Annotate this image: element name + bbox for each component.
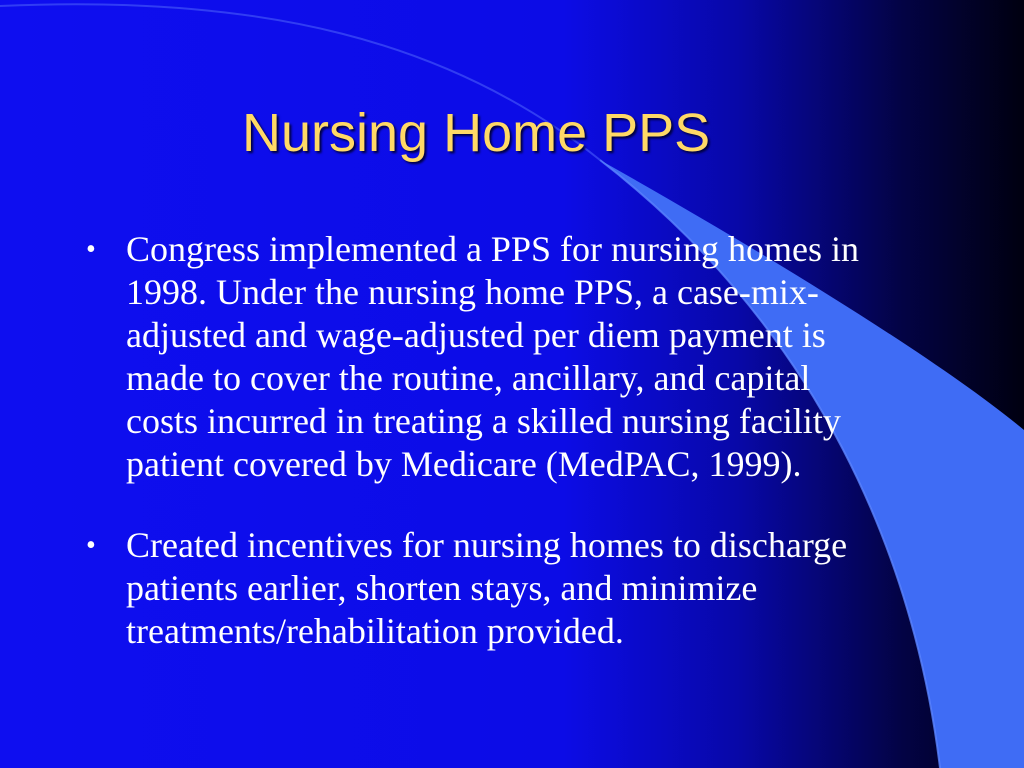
bullet-text-line: treatments/rehabilitation provided. bbox=[126, 611, 624, 651]
slide-title: Nursing Home PPS bbox=[242, 103, 711, 163]
bullet-text-line: costs incurred in treating a skilled nursing facility bbox=[126, 401, 841, 441]
bullet-item bbox=[86, 524, 966, 653]
bullet-icon: • bbox=[86, 530, 96, 561]
bullet-text-line: made to cover the routine, ancillary, and capital bbox=[126, 358, 811, 398]
bullet-text-line: Created incentives for nursing homes to discharge bbox=[126, 525, 848, 565]
bullet-text-line: patient covered by Medicare (MedPAC, 1999). bbox=[126, 444, 802, 484]
bullet-text-line: Congress implemented a PPS for nursing homes in bbox=[126, 229, 859, 269]
bullet-item bbox=[86, 228, 966, 486]
bullet-text-line: 1998. Under the nursing home PPS, a case-mix- bbox=[126, 272, 819, 312]
bullet-icon: • bbox=[86, 234, 96, 265]
bullet-text-line: patients earlier, shorten stays, and minimize bbox=[126, 568, 758, 608]
bullet-list bbox=[86, 228, 966, 653]
bullet-text-line: adjusted and wage-adjusted per diem payment is bbox=[126, 315, 826, 355]
